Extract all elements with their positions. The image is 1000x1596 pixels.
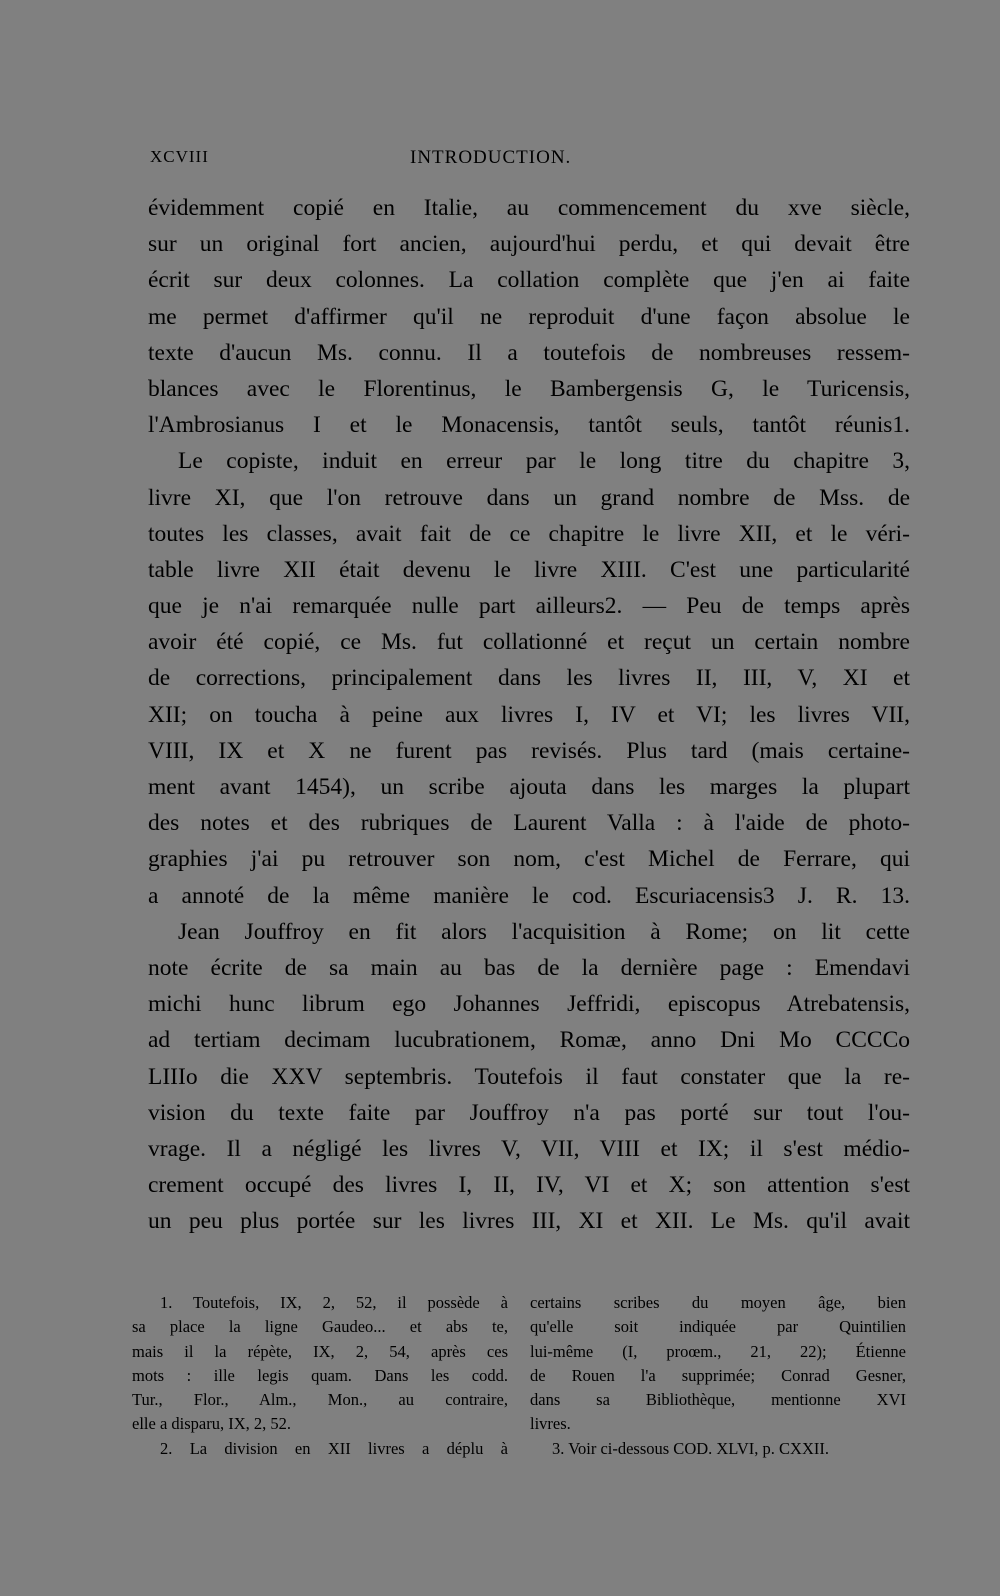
text-line: LIIIo die XXV septembris. Toutefois il faut constater que la re- xyxy=(148,1063,910,1090)
text-line: Le copiste, induit en erreur par le long titre du chapitre 3, xyxy=(178,448,910,475)
text-line: sur un original fort ancien, aujourd'hui perdu, et qui devait être xyxy=(148,231,910,258)
footnote-line: qu'elle soit indiquée par Quintilien xyxy=(530,1317,906,1337)
text-line: me permet d'affirmer qu'il ne reproduit d'une façon absolue le xyxy=(148,303,910,330)
footnote-line: livres. xyxy=(530,1414,571,1434)
text-line: avoir été copié, ce Ms. fut collationné et reçut un certain nombre xyxy=(148,629,910,656)
footnote-line: sa place la ligne Gaudeo... et abs te, xyxy=(132,1317,508,1337)
footnote-line: 3. Voir ci-dessous COD. XLVI, p. CXXII. xyxy=(552,1438,829,1458)
page-number: XCVIII xyxy=(150,147,209,166)
page-title: INTRODUCTION. xyxy=(410,147,572,168)
text-line: vrage. Il a négligé les livres V, VII, VIII et IX; il s'est médio- xyxy=(148,1135,910,1162)
text-line: ad tertiam decimam lucubrationem, Romæ, anno Dni Mo CCCCo xyxy=(148,1027,910,1054)
text-line: de corrections, principalement dans les livres II, III, V, XI et xyxy=(148,665,910,692)
text-line: Jean Jouffroy en fit alors l'acquisition à Rome; on lit cette xyxy=(178,918,910,945)
text-line: texte d'aucun Ms. connu. Il a toutefois de nombreuses ressem- xyxy=(148,339,910,366)
text-line: évidemment copié en Italie, au commencement du xve siècle, xyxy=(148,195,910,221)
text-line: des notes et des rubriques de Laurent Valla : à l'aide de photo- xyxy=(148,810,910,837)
body-text xyxy=(148,190,910,1239)
footnotes-left-column xyxy=(132,1291,508,1461)
footnote-line: certains scribes du moyen âge, bien xyxy=(530,1293,906,1312)
text-line: ment avant 1454), un scribe ajouta dans les marges la plupart xyxy=(148,774,910,800)
text-line: a annoté de la même manière le cod. Escuriacensis3 J. R. 13. xyxy=(148,882,910,909)
footnote-line: mais il la répète, IX, 2, 54, après ces xyxy=(132,1341,508,1361)
footnotes-right-column xyxy=(530,1291,906,1461)
footnote-line: lui-même (I, proœm., 21, 22); Étienne xyxy=(530,1341,906,1361)
text-line: graphies j'ai pu retrouver son nom, c'est Michel de Ferrare, qui xyxy=(148,846,910,873)
footnote-line: 2. La division en XII livres a déplu à xyxy=(160,1438,508,1458)
text-line: crement occupé des livres I, II, IV, VI et X; son attention s'est xyxy=(148,1172,910,1199)
text-line: l'Ambrosianus I et le Monacensis, tantôt seuls, tantôt réunis1. xyxy=(148,412,910,439)
text-line: blances avec le Florentinus, le Bambergensis G, le Turicensis, xyxy=(148,375,910,402)
footnote-line: mots : ille legis quam. Dans les codd. xyxy=(132,1365,508,1385)
text-line: un peu plus portée sur les livres III, XI et XII. Le Ms. qu'il avait xyxy=(148,1208,910,1235)
footnote-line: elle a disparu, IX, 2, 52. xyxy=(132,1414,291,1434)
text-line: vision du texte faite par Jouffroy n'a pas porté sur tout l'ou- xyxy=(148,1099,910,1126)
footnote-line: 1. Toutefois, IX, 2, 52, il possède à xyxy=(160,1293,508,1312)
text-line: toutes les classes, avait fait de ce chapitre le livre XII, et le véri- xyxy=(148,520,910,547)
text-line: VIII, IX et X ne furent pas revisés. Plus tard (mais certaine- xyxy=(148,737,910,764)
footnote-line: de Rouen l'a supprimée; Conrad Gesner, xyxy=(530,1365,906,1385)
text-line: table livre XII était devenu le livre XIII. C'est une particularité xyxy=(148,556,910,583)
text-line: livre XI, que l'on retrouve dans un grand nombre de Mss. de xyxy=(148,484,910,511)
text-line: michi hunc librum ego Johannes Jeffridi, episcopus Atrebatensis, xyxy=(148,991,910,1018)
text-line: XII; on toucha à peine aux livres I, IV et VI; les livres VII, xyxy=(148,701,910,728)
text-line: note écrite de sa main au bas de la dernière page : Emendavi xyxy=(148,954,910,981)
footnote-line: Tur., Flor., Alm., Mon., au contraire, xyxy=(132,1390,508,1410)
text-line: écrit sur deux colonnes. La collation complète que j'en ai faite xyxy=(148,267,910,294)
footnote-line: dans sa Bibliothèque, mentionne XVI xyxy=(530,1390,906,1410)
running-head xyxy=(150,147,896,171)
text-line: que je n'ai remarquée nulle part ailleurs2. — Peu de temps après xyxy=(148,593,910,620)
